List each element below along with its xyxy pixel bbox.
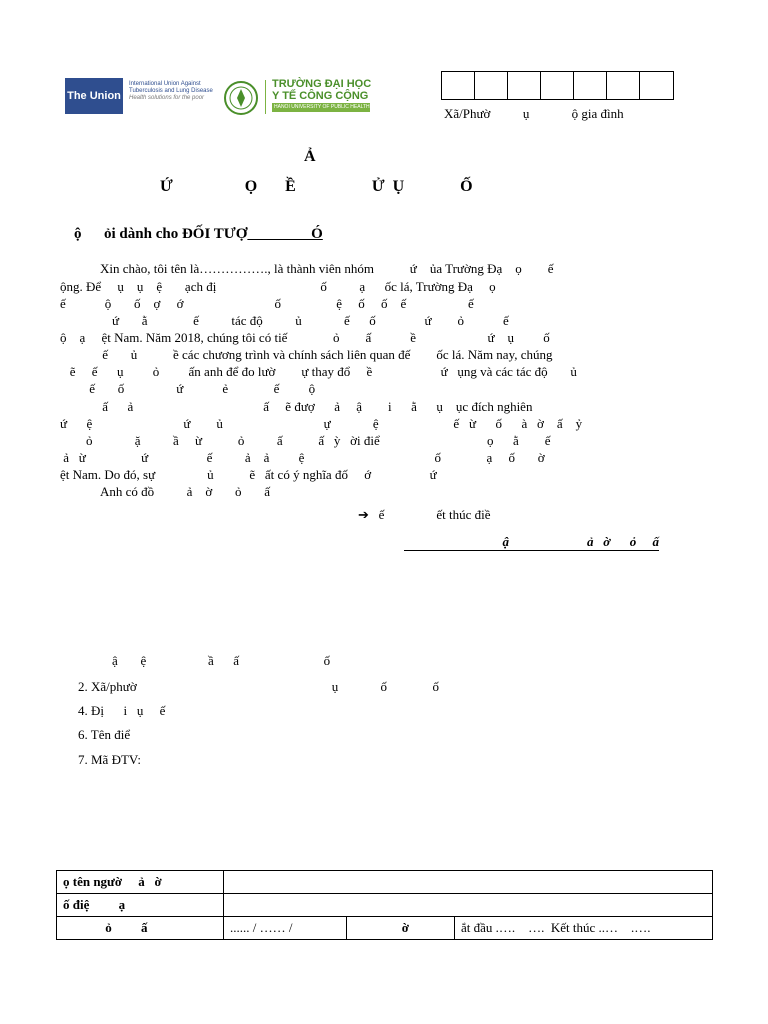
household-code-boxes[interactable] xyxy=(441,71,674,100)
university-name xyxy=(272,78,371,102)
next-step-instruction: ➔ ế ết thúc điề xyxy=(358,507,491,522)
code-caption: Xã/Phườ ụ ộ gia đình xyxy=(444,106,624,121)
university-name-line-1: TRƯỜNG ĐẠI HỌC xyxy=(272,78,372,90)
the-union-description xyxy=(129,81,224,102)
intro-line: ứ ệ ứ ủ ự ệ ế ừ ố à ờ ấ ỷ xyxy=(60,416,583,431)
consent-question: Anh có đồ ả ờ ỏ ấ xyxy=(100,484,271,499)
info-item: 7. Mã ĐTV: xyxy=(78,752,141,767)
table-row xyxy=(57,871,713,894)
union-desc-line-2: Tuberculosis and Lung Disease xyxy=(129,88,213,94)
info-item: ậ ệ ầ ấ ố xyxy=(112,653,331,668)
code-cell[interactable] xyxy=(541,72,574,99)
table-row xyxy=(57,917,713,940)
intro-line: ấ ả ấ ẽ đượ ả ậ i ằ ụ ục đích nghiên xyxy=(60,399,533,414)
info-item: 4. Đị i ụ ế xyxy=(78,703,166,718)
table-row xyxy=(57,894,713,917)
intro-line: ế ố ứ ẻ ế ộ xyxy=(60,381,316,396)
info-item: 2. Xã/phườ ụ ố ố xyxy=(78,679,439,694)
intro-line: Xin chào, tôi tên là……………., là thành viên nhóm ứ ủa Trường Đạ ọ ế xyxy=(100,261,554,276)
union-desc-line-1: International Union Against xyxy=(129,81,201,87)
interview-date-label: ỏ ấ xyxy=(57,917,224,940)
logo-divider xyxy=(265,80,266,114)
intro-line: ứ ằ ế tác độ ủ ế ố ứ ỏ ế xyxy=(60,313,509,328)
document-title-line-2: Ứ Ọ Ề Ử Ụ Ố xyxy=(160,178,473,195)
section-heading-prefix: ộ ỏi dành cho ĐỐI TƯỢ xyxy=(74,226,248,242)
intro-line: ả ừ ứ ế ả ả ệ ố ạ ố ờ xyxy=(60,450,545,465)
university-seal-icon xyxy=(223,80,259,116)
union-tagline: Health solutions for the poor xyxy=(129,95,205,101)
code-cell[interactable] xyxy=(574,72,607,99)
phone-number-label: ố điệ ạ xyxy=(57,894,224,917)
university-name-line-2: Y TẾ CÔNG CỘNG xyxy=(272,90,369,102)
interview-date-field[interactable]: ...... / …… / xyxy=(224,917,347,940)
section-heading-target: Ó xyxy=(247,226,323,242)
intro-line: ế ủ ề các chương trình và chính sách liên quan đế ốc lá. Năm nay, chúng xyxy=(60,347,553,362)
intro-line: ế ộ ố ợ ớ ố ệ ố ố ế ế xyxy=(60,296,474,311)
intro-line: ẽ ế ụ ỏ ấn anh để đo lườ ự thay đổ ề ứ ụng và các tác độ ủ xyxy=(60,364,577,379)
intro-line: ộ ạ ệt Nam. Năm 2018, chúng tôi có tiế ỏ ấ ề ứ ụ ố xyxy=(60,330,550,345)
interview-time-label: ờ xyxy=(347,917,455,940)
intro-line: ệt Nam. Do đó, sự ủ ẽ ất có ý nghĩa đố ớ ứ xyxy=(60,467,437,482)
code-cell[interactable] xyxy=(508,72,541,99)
code-cell[interactable] xyxy=(475,72,508,99)
code-cell[interactable] xyxy=(640,72,673,99)
code-cell[interactable] xyxy=(607,72,640,99)
phone-number-field[interactable] xyxy=(224,894,713,917)
info-item: 6. Tên điể xyxy=(78,727,131,742)
university-name-english: HANOI UNIVERSITY OF PUBLIC HEALTH xyxy=(274,104,370,110)
interview-time-field[interactable]: ắt đầu .…. …. Kết thúc ..… .…. xyxy=(455,917,713,940)
respondent-name-field[interactable] xyxy=(224,871,713,894)
code-cell[interactable] xyxy=(442,72,475,99)
intro-line: ộng. Để ụ ụ ệ ạch đị ố ạ ốc lá, Trường Đạ ọ xyxy=(60,279,496,294)
section-heading xyxy=(74,226,323,243)
consent-signature-line[interactable]: ậ ả ờ ỏ ấ xyxy=(404,534,659,551)
document-title-line-1: Ả xyxy=(304,148,316,165)
respondent-name-label: ọ tên ngườ ả ờ xyxy=(57,871,224,894)
intro-line: ỏ ặ ầ ừ ỏ ấ ấ ỳ ời điể ọ ằ ế xyxy=(60,433,551,448)
respondent-info-table xyxy=(56,870,713,940)
the-union-logo: The Union xyxy=(65,78,123,114)
